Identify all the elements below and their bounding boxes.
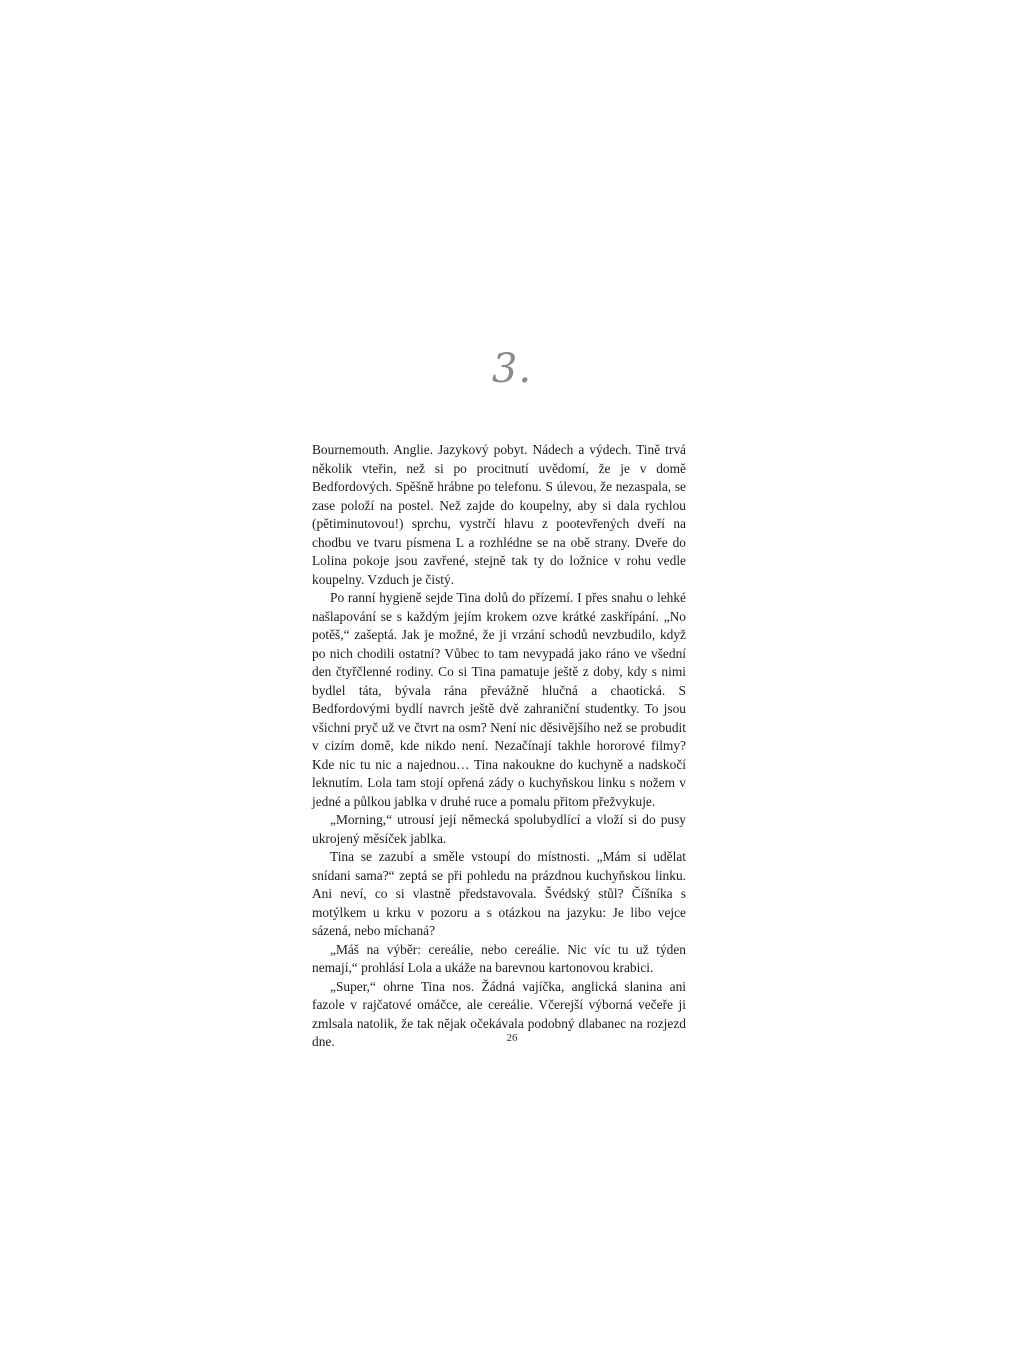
chapter-number: 3.: [491, 346, 533, 392]
paragraph: Bournemouth. Anglie. Jazykový pobyt. Nádech a výdech. Tině trvá několik vteřin, než si po procitnutí uvědomí, že je v domě Bedfordových. Spěšně hrábne po telefonu. S úlevou, že nezaspala, se zase položí na postel. Než zajde do koupelny, aby si dala rychlou (pětiminutovou!) sprchu, vystrčí hlavu z pootevřených dveří na chodbu ve tvaru písmena L a rozhlédne se na obě strany. Dveře do Lolina pokoje jsou zavřené, stejně tak ty do ložnice v rohu vedle koupelny. Vzduch je čistý.: [312, 442, 686, 587]
paragraph: Po ranní hygieně sejde Tina dolů do přízemí. I přes snahu o lehké našlapování se s každým jejím krokem ozve krátké zaskřípání. „No potěš,“ zašeptá. Jak je možné, že ji vrzání schodů nevzbudilo, když po nich chodili ostatní? Vůbec to tam nevypadá jako ráno ve všední den čtyřčlenné rodiny. Co si Tina pamatuje ještě z doby, kdy s nimi bydlel táta, bývala rána převážně hlučná a chaotická. S Bedfordovými bydlí navrch ještě dvě zahraniční studentky. To jsou všichni pryč už ve čtvrt na osm? Není nic děsivějšího než se probudit v cizím domě, kde nikdo není. Nezačínají takhle hororové filmy? Kde nic tu nic a najednou… Tina nakoukne do kuchyně a nadskočí leknutím. Lola tam stojí opřená zády o kuchyňskou linku s nožem v jedné a půlkou jablka v druhé ruce a pomalu přitom přežvykuje.: [312, 590, 686, 809]
page-number: 26: [506, 1032, 518, 1044]
paragraph: Tina se zazubí a směle vstoupí do místnosti. „Mám si udělat snídani sama?“ zeptá se při pohledu na prázdnou kuchyňskou linku. Ani neví, co si vlastně představovala. Švédský stůl? Číšníka s motýlkem u krku v pozoru a s otázkou na jazyku: Je libo vejce sázená, nebo míchaná?: [312, 849, 686, 938]
chapter-text: [312, 441, 686, 1052]
paragraph: „Máš na výběr: cereálie, nebo cereálie. Nic víc tu už týden nemají,“ prohlásí Lola a ukáže na barevnou kartonovou krabici.: [312, 941, 686, 975]
paragraph: „Super,“ ohrne Tina nos. Žádná vajíčka, anglická slanina ani fazole v rajčatové omáčce, ale cereálie. Včerejší výborná večeře ji zmlsala natolik, že tak nějak očekávala podobný dlabanec na rozjezd dne.: [312, 978, 686, 1049]
paragraph: „Morning,“ utrousí její německá spolubydlící a vloží si do pusy ukrojený měsíček jablka.: [312, 812, 686, 846]
